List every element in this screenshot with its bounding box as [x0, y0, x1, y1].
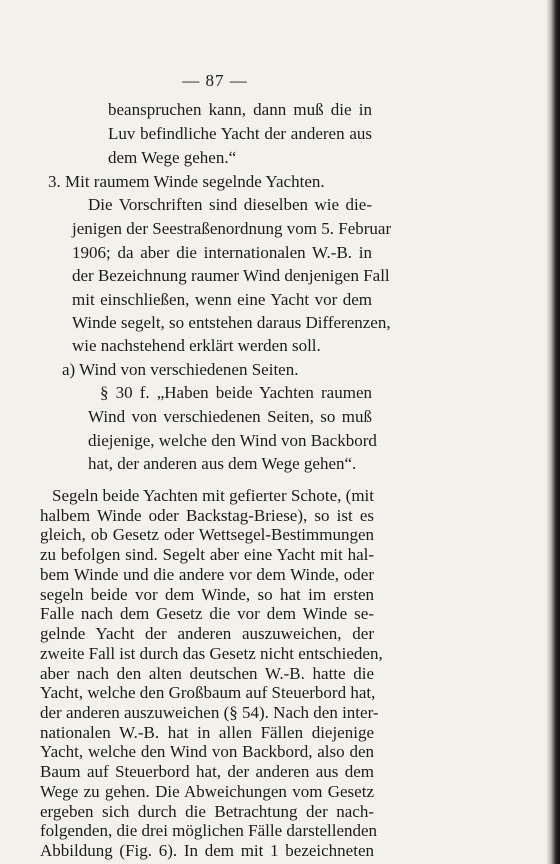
- text-line: Segeln beide Yachten mit gefierter Schote, (mit: [52, 486, 374, 505]
- subsection-heading: a) Wind von verschiedenen Seiten.: [62, 360, 299, 379]
- text-line: Wind von verschiedenen Seiten, so muß: [88, 407, 372, 426]
- text-line: dem Wege gehen.“: [108, 148, 237, 167]
- text-line: nationalen W.-B. hat in allen Fällen diejenige: [40, 723, 374, 742]
- text-line: jenigen der Seestraßenordnung vom 5. Februar: [72, 219, 392, 238]
- text-line: segeln beide vor dem Winde, so hat im ersten: [40, 585, 374, 604]
- text-line: Abbildung (Fig. 6). In dem mit 1 bezeichneten: [40, 841, 374, 860]
- text-line: Baum auf Steuerbord hat, der anderen aus dem: [40, 762, 374, 781]
- text-line: Falle nach dem Gesetz die vor dem Winde se-: [40, 604, 374, 623]
- section-heading: 3. Mit raumem Winde segelnde Yachten.: [48, 172, 325, 191]
- text-line: gleich, ob Gesetz oder Wettsegel-Bestimmungen: [40, 525, 374, 544]
- page-edge: [546, 0, 560, 864]
- text-line: der Bezeichnung raumer Wind denjenigen Fall: [72, 266, 390, 285]
- text-line: zweite Fall ist durch das Gesetz nicht entschieden,: [40, 644, 383, 663]
- text-line: der anderen auszuweichen (§ 54). Nach den inter-: [40, 703, 379, 722]
- text-line: Yacht, welche den Großbaum auf Steuerbord hat,: [40, 683, 376, 702]
- text-line: Winde segelt, so entstehen daraus Differenzen,: [72, 313, 391, 332]
- text-line: aber nach den alten deutschen W.-B. hatte die: [40, 664, 374, 683]
- text-line: halbem Winde oder Backstag-Briese), so ist es: [40, 506, 374, 525]
- text-line: folgenden, die drei möglichen Fälle darstellenden: [40, 821, 378, 840]
- page-number: — 87 —: [182, 71, 248, 90]
- text-line: Wege zu gehen. Die Abweichungen vom Gesetz: [40, 782, 374, 801]
- text-line: Yacht, welche den Wind von Backbord, also den: [40, 742, 374, 761]
- text-line: beanspruchen kann, dann muß die in: [108, 100, 372, 119]
- text-line: zu befolgen sind. Segelt aber eine Yacht mit hal-: [40, 545, 374, 564]
- text-line: ergeben sich durch die Betrachtung der nach-: [40, 802, 374, 821]
- text-line: § 30 f. „Haben beide Yachten raumen: [100, 383, 372, 402]
- text-line: bem Winde und die andere vor dem Winde, oder: [40, 565, 374, 584]
- text-line: wie nachstehend erklärt werden soll.: [72, 336, 321, 355]
- text-line: 1906; da aber die internationalen W.-B. in: [72, 243, 372, 262]
- text-line: diejenige, welche den Wind von Backbord: [88, 431, 377, 450]
- text-line: hat, der anderen aus dem Wege gehen“.: [88, 454, 357, 473]
- text-line: Die Vorschriften sind dieselben wie die-: [88, 195, 372, 214]
- text-line: gelnde Yacht der anderen auszuweichen, der: [40, 624, 374, 643]
- text-line: mit einschließen, wenn eine Yacht vor dem: [72, 290, 372, 309]
- text-line: Luv befindliche Yacht der anderen aus: [108, 124, 372, 143]
